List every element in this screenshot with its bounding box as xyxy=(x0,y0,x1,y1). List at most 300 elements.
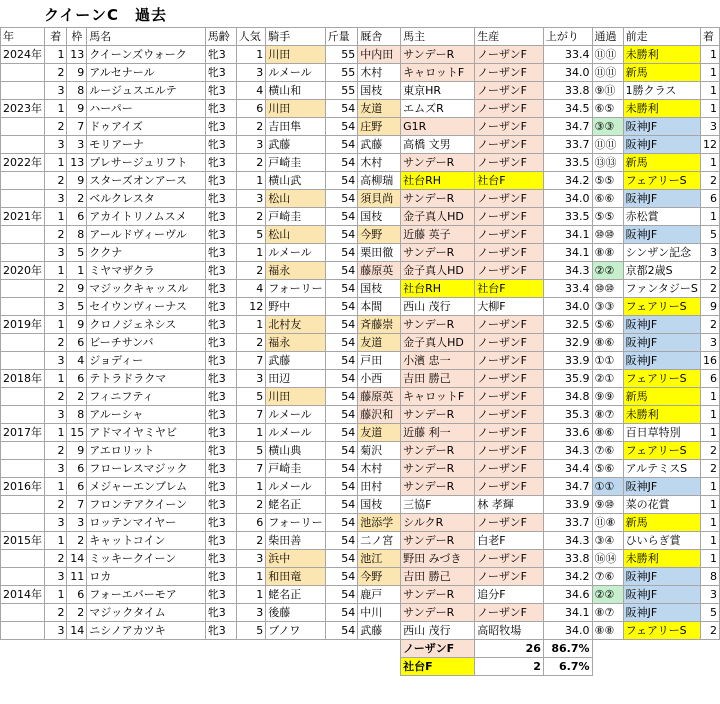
age-cell: 牝3 xyxy=(205,568,236,586)
age-cell: 牝3 xyxy=(205,514,236,532)
rank-cell: 2 xyxy=(45,226,67,244)
stable-cell: 小西 xyxy=(358,370,401,388)
weight-cell: 55 xyxy=(325,64,358,82)
gate-cell: 8 xyxy=(67,226,87,244)
rank-cell: 1 xyxy=(45,154,67,172)
stable-cell: 今野 xyxy=(358,568,401,586)
table-row xyxy=(1,622,720,640)
agari-cell: 34.6 xyxy=(543,586,592,604)
popularity-cell: 12 xyxy=(236,298,265,316)
gate-cell: 6 xyxy=(67,478,87,496)
previous-rank-cell: 2 xyxy=(700,262,719,280)
breeder-cell: 社台F xyxy=(475,280,544,298)
horse-name-cell: フォーエバーモア xyxy=(87,586,206,604)
year-cell xyxy=(1,352,45,370)
empty-cell xyxy=(45,658,67,676)
year-cell xyxy=(1,190,45,208)
weight-cell: 54 xyxy=(325,352,358,370)
weight-cell: 54 xyxy=(325,280,358,298)
horse-name-cell: キャットコイン xyxy=(87,532,206,550)
stable-cell: 武藤 xyxy=(358,136,401,154)
previous-rank-cell: 6 xyxy=(700,370,719,388)
popularity-cell: 1 xyxy=(236,478,265,496)
rank-cell: 2 xyxy=(45,172,67,190)
previous-rank-cell: 1 xyxy=(700,64,719,82)
year-cell: 2021年 xyxy=(1,208,45,226)
rank-cell: 2 xyxy=(45,334,67,352)
summary-row xyxy=(1,640,720,658)
popularity-cell: 3 xyxy=(236,64,265,82)
gate-cell: 4 xyxy=(67,352,87,370)
stable-cell: 友道 xyxy=(358,424,401,442)
gate-cell: 3 xyxy=(67,136,87,154)
jockey-cell: 浜中 xyxy=(266,550,325,568)
owner-cell: 金子真人HD xyxy=(401,262,475,280)
gate-cell: 6 xyxy=(67,334,87,352)
breeder-cell: ノーザンF xyxy=(475,64,544,82)
agari-cell: 33.4 xyxy=(543,46,592,64)
age-cell: 牝3 xyxy=(205,118,236,136)
gate-cell: 9 xyxy=(67,100,87,118)
owner-cell: 東京HR xyxy=(401,82,475,100)
stable-cell: 池江 xyxy=(358,550,401,568)
stable-cell: 友道 xyxy=(358,100,401,118)
previous-rank-cell: 1 xyxy=(700,514,719,532)
gate-cell: 5 xyxy=(67,298,87,316)
previous-rank-cell: 2 xyxy=(700,460,719,478)
horse-name-cell: ククナ xyxy=(87,244,206,262)
age-cell: 牝3 xyxy=(205,136,236,154)
popularity-cell: 6 xyxy=(236,514,265,532)
owner-cell: エムズR xyxy=(401,100,475,118)
weight-cell: 54 xyxy=(325,532,358,550)
popularity-cell: 6 xyxy=(236,100,265,118)
year-cell xyxy=(1,136,45,154)
previous-race-cell: 百日草特別 xyxy=(623,424,700,442)
rank-cell: 1 xyxy=(45,100,67,118)
horse-name-cell: ハーパー xyxy=(87,100,206,118)
breeder-cell: ノーザンF xyxy=(475,478,544,496)
jockey-cell: 福永 xyxy=(266,262,325,280)
horse-name-cell: アルーシャ xyxy=(87,406,206,424)
horse-name-cell: フロンテアクイーン xyxy=(87,496,206,514)
column-header: 枠 xyxy=(67,28,87,46)
agari-cell: 34.3 xyxy=(543,532,592,550)
jockey-cell: ルメール xyxy=(266,244,325,262)
breeder-cell: ノーザンF xyxy=(475,568,544,586)
year-cell xyxy=(1,172,45,190)
table-row xyxy=(1,604,720,622)
weight-cell: 54 xyxy=(325,406,358,424)
breeder-cell: ノーザンF xyxy=(475,190,544,208)
year-cell xyxy=(1,514,45,532)
weight-cell: 54 xyxy=(325,550,358,568)
table-row xyxy=(1,370,720,388)
popularity-cell: 2 xyxy=(236,262,265,280)
rank-cell: 2 xyxy=(45,388,67,406)
empty-cell xyxy=(623,658,700,676)
owner-cell: サンデーR xyxy=(401,460,475,478)
popularity-cell: 2 xyxy=(236,208,265,226)
year-cell xyxy=(1,388,45,406)
popularity-cell: 5 xyxy=(236,226,265,244)
agari-cell: 33.9 xyxy=(543,496,592,514)
table-row xyxy=(1,100,720,118)
gate-cell: 5 xyxy=(67,244,87,262)
popularity-cell: 2 xyxy=(236,118,265,136)
previous-rank-cell: 8 xyxy=(700,568,719,586)
previous-race-cell: 菜の花賞 xyxy=(623,496,700,514)
agari-cell: 34.3 xyxy=(543,262,592,280)
age-cell: 牝3 xyxy=(205,82,236,100)
breeder-cell: 高昭牧場 xyxy=(475,622,544,640)
gate-cell: 14 xyxy=(67,550,87,568)
gate-cell: 8 xyxy=(67,82,87,100)
table-row xyxy=(1,460,720,478)
rank-cell: 1 xyxy=(45,370,67,388)
header-row xyxy=(1,28,720,46)
stable-cell: 藤原英 xyxy=(358,262,401,280)
previous-race-cell: 阪神JF xyxy=(623,136,700,154)
rank-cell: 3 xyxy=(45,514,67,532)
passing-cell: ③③ xyxy=(592,298,623,316)
weight-cell: 54 xyxy=(325,442,358,460)
table-row xyxy=(1,280,720,298)
jockey-cell: ブノワ xyxy=(266,622,325,640)
rank-cell: 2 xyxy=(45,64,67,82)
age-cell: 牝3 xyxy=(205,64,236,82)
previous-race-cell: 阪神JF xyxy=(623,226,700,244)
empty-cell xyxy=(592,640,623,658)
table-row xyxy=(1,496,720,514)
breeder-cell: ノーザンF xyxy=(475,370,544,388)
breeder-cell: ノーザンF xyxy=(475,442,544,460)
agari-cell: 34.2 xyxy=(543,172,592,190)
stable-cell: 菊沢 xyxy=(358,442,401,460)
year-cell: 2015年 xyxy=(1,532,45,550)
age-cell: 牝3 xyxy=(205,496,236,514)
rank-cell: 1 xyxy=(45,478,67,496)
stable-cell: 武藤 xyxy=(358,622,401,640)
weight-cell: 54 xyxy=(325,604,358,622)
rank-cell: 3 xyxy=(45,352,67,370)
breeder-cell: ノーザンF xyxy=(475,460,544,478)
passing-cell: ⑧⑦ xyxy=(592,406,623,424)
jockey-cell: 野中 xyxy=(266,298,325,316)
stable-cell: 木村 xyxy=(358,64,401,82)
agari-cell: 34.7 xyxy=(543,478,592,496)
gate-cell: 2 xyxy=(67,388,87,406)
agari-cell: 34.1 xyxy=(543,604,592,622)
stable-cell: 田村 xyxy=(358,478,401,496)
table-row xyxy=(1,64,720,82)
popularity-cell: 1 xyxy=(236,568,265,586)
jockey-cell: 川田 xyxy=(266,100,325,118)
results-table xyxy=(0,27,720,676)
summary-count: 26 xyxy=(475,640,544,658)
table-row xyxy=(1,514,720,532)
passing-cell: ③③ xyxy=(592,118,623,136)
gate-cell: 1 xyxy=(67,262,87,280)
agari-cell: 33.7 xyxy=(543,136,592,154)
popularity-cell: 1 xyxy=(236,424,265,442)
popularity-cell: 1 xyxy=(236,244,265,262)
age-cell: 牝3 xyxy=(205,262,236,280)
breeder-cell: 大柳F xyxy=(475,298,544,316)
passing-cell: ⑧⑧ xyxy=(592,244,623,262)
empty-cell xyxy=(205,640,236,658)
gate-cell: 6 xyxy=(67,208,87,226)
gate-cell: 9 xyxy=(67,172,87,190)
breeder-cell: ノーザンF xyxy=(475,316,544,334)
breeder-cell: ノーザンF xyxy=(475,208,544,226)
previous-race-cell: 未勝利 xyxy=(623,100,700,118)
owner-cell: 吉田 勝己 xyxy=(401,568,475,586)
agari-cell: 34.8 xyxy=(543,388,592,406)
table-row xyxy=(1,334,720,352)
horse-name-cell: セイウンヴィーナス xyxy=(87,298,206,316)
stable-cell: 中内田 xyxy=(358,46,401,64)
owner-cell: 小濱 忠一 xyxy=(401,352,475,370)
horse-name-cell: スターズオンアース xyxy=(87,172,206,190)
horse-name-cell: マジックタイム xyxy=(87,604,206,622)
popularity-cell: 1 xyxy=(236,586,265,604)
rank-cell: 2 xyxy=(45,280,67,298)
weight-cell: 55 xyxy=(325,46,358,64)
empty-cell xyxy=(205,658,236,676)
weight-cell: 54 xyxy=(325,316,358,334)
table-row xyxy=(1,46,720,64)
year-cell xyxy=(1,568,45,586)
owner-cell: 三協F xyxy=(401,496,475,514)
age-cell: 牝3 xyxy=(205,352,236,370)
year-cell: 2018年 xyxy=(1,370,45,388)
jockey-cell: ルメール xyxy=(266,424,325,442)
column-header: 前走 xyxy=(623,28,700,46)
previous-race-cell: フェアリーS xyxy=(623,370,700,388)
gate-cell: 6 xyxy=(67,460,87,478)
age-cell: 牝3 xyxy=(205,100,236,118)
stable-cell: 須貝尚 xyxy=(358,190,401,208)
age-cell: 牝3 xyxy=(205,244,236,262)
popularity-cell: 7 xyxy=(236,352,265,370)
stable-cell: 国枝 xyxy=(358,280,401,298)
breeder-cell: ノーザンF xyxy=(475,82,544,100)
horse-name-cell: ルージュスエルテ xyxy=(87,82,206,100)
agari-cell: 33.5 xyxy=(543,154,592,172)
owner-cell: サンデーR xyxy=(401,244,475,262)
popularity-cell: 4 xyxy=(236,280,265,298)
breeder-cell: 追分F xyxy=(475,586,544,604)
year-cell xyxy=(1,118,45,136)
column-header: 厩舎 xyxy=(358,28,401,46)
jockey-cell: 福永 xyxy=(266,334,325,352)
passing-cell: ⑤⑥ xyxy=(592,460,623,478)
gate-cell: 13 xyxy=(67,46,87,64)
gate-cell: 7 xyxy=(67,118,87,136)
year-cell: 2024年 xyxy=(1,46,45,64)
gate-cell: 6 xyxy=(67,370,87,388)
rank-cell: 3 xyxy=(45,82,67,100)
rank-cell: 1 xyxy=(45,586,67,604)
stable-cell: 今野 xyxy=(358,226,401,244)
rank-cell: 3 xyxy=(45,406,67,424)
previous-rank-cell: 3 xyxy=(700,244,719,262)
owner-cell: サンデーR xyxy=(401,316,475,334)
previous-rank-cell: 1 xyxy=(700,46,719,64)
previous-race-cell: 阪神JF xyxy=(623,334,700,352)
previous-race-cell: 阪神JF xyxy=(623,118,700,136)
age-cell: 牝3 xyxy=(205,46,236,64)
passing-cell: ①① xyxy=(592,352,623,370)
previous-race-cell: 新馬 xyxy=(623,514,700,532)
weight-cell: 54 xyxy=(325,136,358,154)
jockey-cell: 松山 xyxy=(266,190,325,208)
age-cell: 牝3 xyxy=(205,622,236,640)
rank-cell: 1 xyxy=(45,532,67,550)
empty-cell xyxy=(67,658,87,676)
gate-cell: 13 xyxy=(67,154,87,172)
rank-cell: 3 xyxy=(45,298,67,316)
popularity-cell: 3 xyxy=(236,136,265,154)
age-cell: 牝3 xyxy=(205,226,236,244)
year-cell xyxy=(1,496,45,514)
weight-cell: 54 xyxy=(325,622,358,640)
owner-cell: 近藤 英子 xyxy=(401,226,475,244)
stable-cell: 本間 xyxy=(358,298,401,316)
breeder-cell: ノーザンF xyxy=(475,118,544,136)
table-row xyxy=(1,586,720,604)
owner-cell: 社台RH xyxy=(401,280,475,298)
breeder-cell: ノーザンF xyxy=(475,262,544,280)
rank-cell: 1 xyxy=(45,46,67,64)
horse-name-cell: ミッキークイーン xyxy=(87,550,206,568)
age-cell: 牝3 xyxy=(205,370,236,388)
column-header: 通過 xyxy=(592,28,623,46)
year-cell xyxy=(1,442,45,460)
rank-cell: 3 xyxy=(45,190,67,208)
stable-cell: 友道 xyxy=(358,334,401,352)
previous-rank-cell: 2 xyxy=(700,172,719,190)
column-header: 着 xyxy=(700,28,719,46)
breeder-cell: 林 孝輝 xyxy=(475,496,544,514)
agari-cell: 34.5 xyxy=(543,100,592,118)
horse-name-cell: クロノジェネシス xyxy=(87,316,206,334)
owner-cell: 金子真人HD xyxy=(401,334,475,352)
gate-cell: 9 xyxy=(67,280,87,298)
table-row xyxy=(1,406,720,424)
empty-cell xyxy=(325,640,358,658)
popularity-cell: 3 xyxy=(236,550,265,568)
breeder-cell: ノーザンF xyxy=(475,226,544,244)
stable-cell: 木村 xyxy=(358,460,401,478)
weight-cell: 54 xyxy=(325,226,358,244)
weight-cell: 54 xyxy=(325,100,358,118)
weight-cell: 54 xyxy=(325,154,358,172)
stable-cell: 国枝 xyxy=(358,82,401,100)
previous-rank-cell: 3 xyxy=(700,334,719,352)
breeder-cell: 社台F xyxy=(475,172,544,190)
summary-row xyxy=(1,658,720,676)
previous-rank-cell: 12 xyxy=(700,136,719,154)
horse-name-cell: フィニフティ xyxy=(87,388,206,406)
horse-name-cell: プレサージュリフト xyxy=(87,154,206,172)
owner-cell: キャロットF xyxy=(401,388,475,406)
horse-name-cell: アルセナール xyxy=(87,64,206,82)
horse-name-cell: ニシノアカツキ xyxy=(87,622,206,640)
age-cell: 牝3 xyxy=(205,154,236,172)
age-cell: 牝3 xyxy=(205,460,236,478)
horse-name-cell: アエロリット xyxy=(87,442,206,460)
age-cell: 牝3 xyxy=(205,424,236,442)
table-row xyxy=(1,208,720,226)
popularity-cell: 5 xyxy=(236,622,265,640)
horse-name-cell: アールドヴィーヴル xyxy=(87,226,206,244)
empty-cell xyxy=(700,640,719,658)
popularity-cell: 7 xyxy=(236,460,265,478)
agari-cell: 33.8 xyxy=(543,550,592,568)
owner-cell: サンデーR xyxy=(401,46,475,64)
owner-cell: 近藤 利一 xyxy=(401,424,475,442)
agari-cell: 32.9 xyxy=(543,334,592,352)
weight-cell: 54 xyxy=(325,298,358,316)
year-cell xyxy=(1,244,45,262)
passing-cell: ⑤⑥ xyxy=(592,316,623,334)
jockey-cell: 田辺 xyxy=(266,370,325,388)
empty-cell xyxy=(236,640,265,658)
passing-cell: ⑨⑩ xyxy=(592,496,623,514)
rank-cell: 1 xyxy=(45,262,67,280)
rank-cell: 2 xyxy=(45,496,67,514)
previous-race-cell: 阪神JF xyxy=(623,604,700,622)
previous-race-cell: ファンタジーS xyxy=(623,280,700,298)
year-cell: 2016年 xyxy=(1,478,45,496)
weight-cell: 54 xyxy=(325,478,358,496)
weight-cell: 54 xyxy=(325,334,358,352)
column-header: 着 xyxy=(45,28,67,46)
empty-cell xyxy=(700,658,719,676)
empty-cell xyxy=(87,658,206,676)
breeder-cell: ノーザンF xyxy=(475,100,544,118)
year-cell: 2020年 xyxy=(1,262,45,280)
passing-cell: ⑤⑤ xyxy=(592,172,623,190)
gate-cell: 3 xyxy=(67,514,87,532)
jockey-cell: 吉田隼 xyxy=(266,118,325,136)
year-cell xyxy=(1,64,45,82)
rank-cell: 1 xyxy=(45,316,67,334)
previous-rank-cell: 1 xyxy=(700,82,719,100)
column-header: 人気 xyxy=(236,28,265,46)
owner-cell: 西山 茂行 xyxy=(401,622,475,640)
jockey-cell: 川田 xyxy=(266,388,325,406)
previous-race-cell: 赤松賞 xyxy=(623,208,700,226)
previous-rank-cell: 3 xyxy=(700,586,719,604)
table-row xyxy=(1,352,720,370)
previous-rank-cell: 1 xyxy=(700,406,719,424)
weight-cell: 54 xyxy=(325,586,358,604)
table-row xyxy=(1,118,720,136)
age-cell: 牝3 xyxy=(205,298,236,316)
popularity-cell: 2 xyxy=(236,496,265,514)
passing-cell: ⑪⑪ xyxy=(592,46,623,64)
stable-cell: 池添学 xyxy=(358,514,401,532)
jockey-cell: フォーリー xyxy=(266,514,325,532)
previous-rank-cell: 16 xyxy=(700,352,719,370)
stable-cell: 国枝 xyxy=(358,496,401,514)
owner-cell: サンデーR xyxy=(401,532,475,550)
horse-name-cell: ミヤマザクラ xyxy=(87,262,206,280)
previous-race-cell: 未勝利 xyxy=(623,550,700,568)
